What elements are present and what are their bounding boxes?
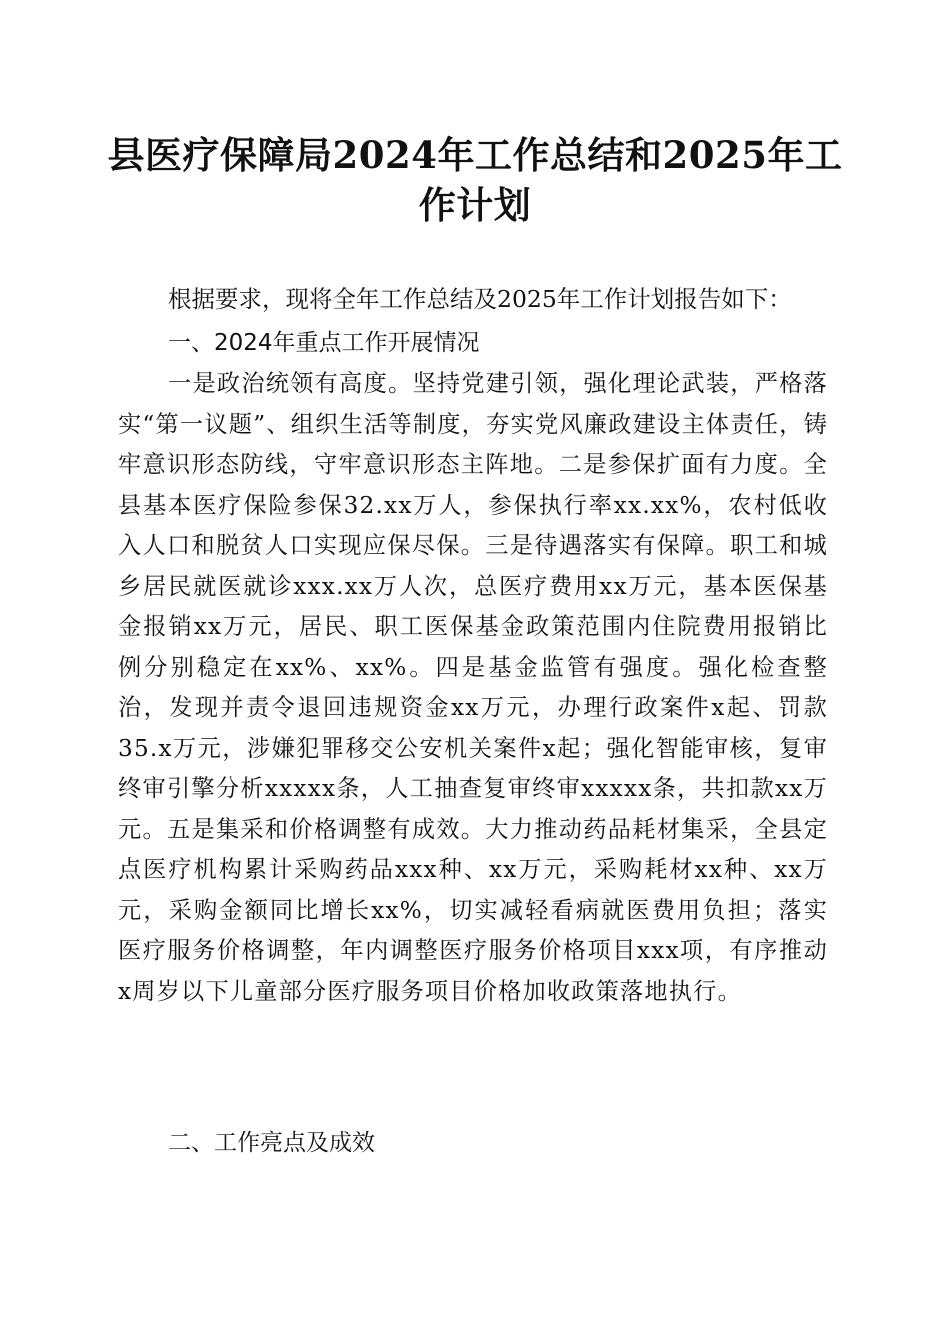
intro-paragraph: 根据要求，现将全年工作总结及2025年工作计划报告如下： [168, 285, 792, 313]
section-2-heading: 二、工作亮点及成效 [168, 1130, 375, 1156]
section-1-heading: 一、2024年重点工作开展情况 [168, 330, 480, 356]
section-1-body: 一是政治统领有高度。坚持党建引领，强化理论武装，严格落实“第一议题”、组织生活等制度，夯实党风廉政建设主体责任，铸牢意识形态防线，守牢意识形态主阵地。二是参保扩面有力度。全县基本医疗保险参保32.xx万人，参保执行率xx.xx%，农村低收入人口和脱贫人口实现应保尽保。三是待遇落实有保障。职工和城乡居民就医就诊xxx.xx万人次，总医疗费用xx万元，基本医保基金报销xx万元，居民、职工医保基金政策范围内住院费用报销比例分别稳定在xx%、xx%。四是基金监管有强度。强化检查整治，发现并责令退回违规资金xx万元，办理行政案件x起、罚款35.x万元，涉嫌犯罪移交公安机关案件x起；强化智能审核，复审终审引擎分析xxxxx条，人工抽查复审终审xxxxx条，共扣款xx万元。五是集采和价格调整有成效。大力推动药品耗材集采，全县定点医疗机构累计采购药品xxx种、xx万元，采购耗材xx种、xx万元，采购金额同比增长xx%，切实减轻看病就医费用负担；落实医疗服务价格调整，年内调整医疗服务价格项目xxx项，有序推动x周岁以下儿童部分医疗服务项目价格加收政策落地执行。 [118, 370, 828, 1005]
document-title: 县医疗保障局2024年工作总结和2025年工作计划 [107, 133, 843, 227]
